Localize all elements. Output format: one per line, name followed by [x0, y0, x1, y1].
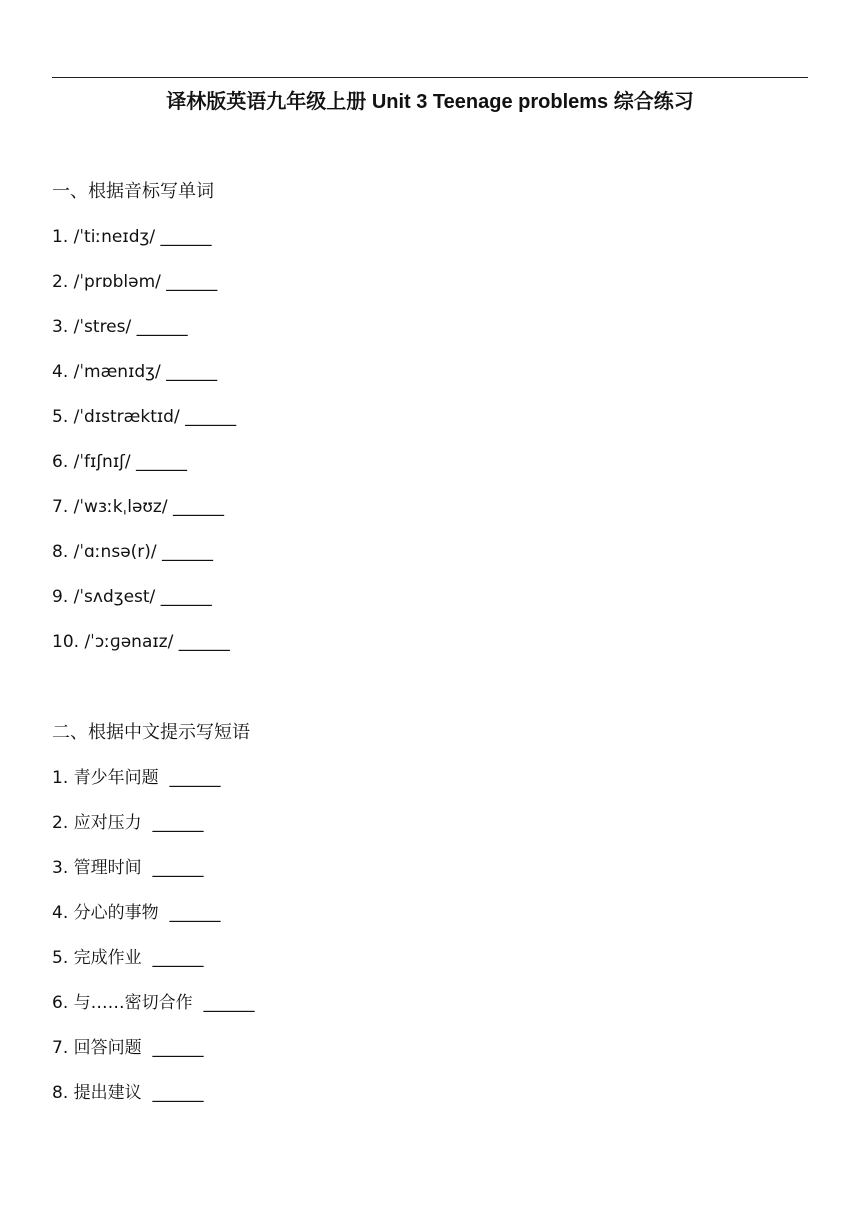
list-item: [52, 630, 812, 654]
item-prompt: /ˈwɜːkˌləʊz/: [73, 497, 168, 517]
list-item: [52, 405, 812, 429]
item-number: 8.: [52, 542, 69, 562]
item-number: 6.: [52, 452, 69, 472]
answer-blank[interactable]: ______: [166, 272, 218, 292]
section-phrases: [52, 721, 812, 1126]
document-title: 译林版英语九年级上册 Unit 3 Teenage problems 综合练习: [166, 91, 694, 113]
item-prompt: /ˈtiːneɪdʒ/: [73, 227, 156, 247]
answer-blank[interactable]: ______: [162, 542, 214, 562]
item-number: 2.: [52, 272, 69, 292]
item-number: 3.: [52, 317, 69, 337]
item-prompt: /ˈɔːɡənaɪz/: [84, 632, 174, 652]
item-number: 5.: [52, 407, 69, 427]
answer-blank[interactable]: ______: [152, 1038, 204, 1058]
list-item: [52, 360, 812, 384]
item-number: 9.: [52, 587, 69, 607]
list-item: [52, 225, 812, 249]
answer-blank[interactable]: ______: [172, 497, 224, 517]
item-prompt: /ˈmænɪdʒ/: [73, 362, 161, 382]
list-item: [52, 856, 812, 880]
item-number: 10.: [52, 632, 80, 652]
list-item: [52, 1081, 812, 1105]
item-prompt: /ˈfɪʃnɪʃ/: [73, 452, 131, 472]
item-number: 3.: [52, 858, 69, 878]
answer-blank[interactable]: ______: [203, 993, 255, 1013]
list-item: [52, 766, 812, 790]
answer-blank[interactable]: ______: [166, 362, 218, 382]
item-prompt: 应对压力: [73, 813, 142, 833]
list-item: [52, 495, 812, 519]
item-number: 1.: [52, 768, 69, 788]
answer-blank[interactable]: ______: [178, 632, 230, 652]
list-item: [52, 811, 812, 835]
answer-blank[interactable]: ______: [136, 452, 187, 472]
list-item: [52, 540, 812, 564]
item-number: 6.: [52, 993, 69, 1013]
item-number: 7.: [52, 1038, 69, 1058]
item-number: 8.: [52, 1083, 69, 1103]
item-number: 2.: [52, 813, 69, 833]
section-heading: 一、根据音标写单词: [52, 181, 214, 202]
answer-blank[interactable]: ______: [136, 317, 188, 337]
item-number: 1.: [52, 227, 69, 247]
item-prompt: /ˈstres/: [73, 317, 132, 337]
list-item: [52, 450, 812, 474]
item-prompt: 管理时间: [73, 858, 142, 878]
list-item: [52, 901, 812, 925]
list-item: [52, 991, 812, 1015]
answer-blank[interactable]: ______: [152, 1083, 204, 1103]
list-item: [52, 315, 812, 339]
item-prompt: 提出建议: [73, 1083, 142, 1103]
item-prompt: /ˈdɪstræktɪd/: [73, 407, 180, 427]
list-item: [52, 1036, 812, 1060]
item-prompt: /ˈɑːnsə(r)/: [73, 542, 157, 562]
item-number: 4.: [52, 903, 69, 923]
answer-blank[interactable]: ______: [160, 227, 212, 247]
item-number: 4.: [52, 362, 69, 382]
item-number: 5.: [52, 948, 69, 968]
section-heading: 二、根据中文提示写短语: [52, 722, 250, 743]
list-item: [52, 585, 812, 609]
item-prompt: 完成作业: [73, 948, 142, 968]
item-prompt: 青少年问题: [73, 768, 159, 788]
item-prompt: /ˈprɒbləm/: [73, 272, 161, 292]
answer-blank[interactable]: ______: [160, 587, 212, 607]
section-phonetics: [52, 180, 812, 675]
answer-blank[interactable]: ______: [169, 903, 221, 923]
answer-blank[interactable]: ______: [185, 407, 237, 427]
item-number: 7.: [52, 497, 69, 517]
answer-blank[interactable]: ______: [152, 948, 204, 968]
answer-blank[interactable]: ______: [152, 813, 204, 833]
item-prompt: 与……密切合作: [73, 993, 193, 1013]
answer-blank[interactable]: ______: [169, 768, 221, 788]
item-prompt: 分心的事物: [73, 903, 159, 923]
list-item: [52, 270, 812, 294]
header-rule: [52, 77, 808, 78]
item-prompt: /ˈsʌdʒest/: [73, 587, 156, 607]
list-item: [52, 946, 812, 970]
answer-blank[interactable]: ______: [152, 858, 204, 878]
item-prompt: 回答问题: [73, 1038, 142, 1058]
